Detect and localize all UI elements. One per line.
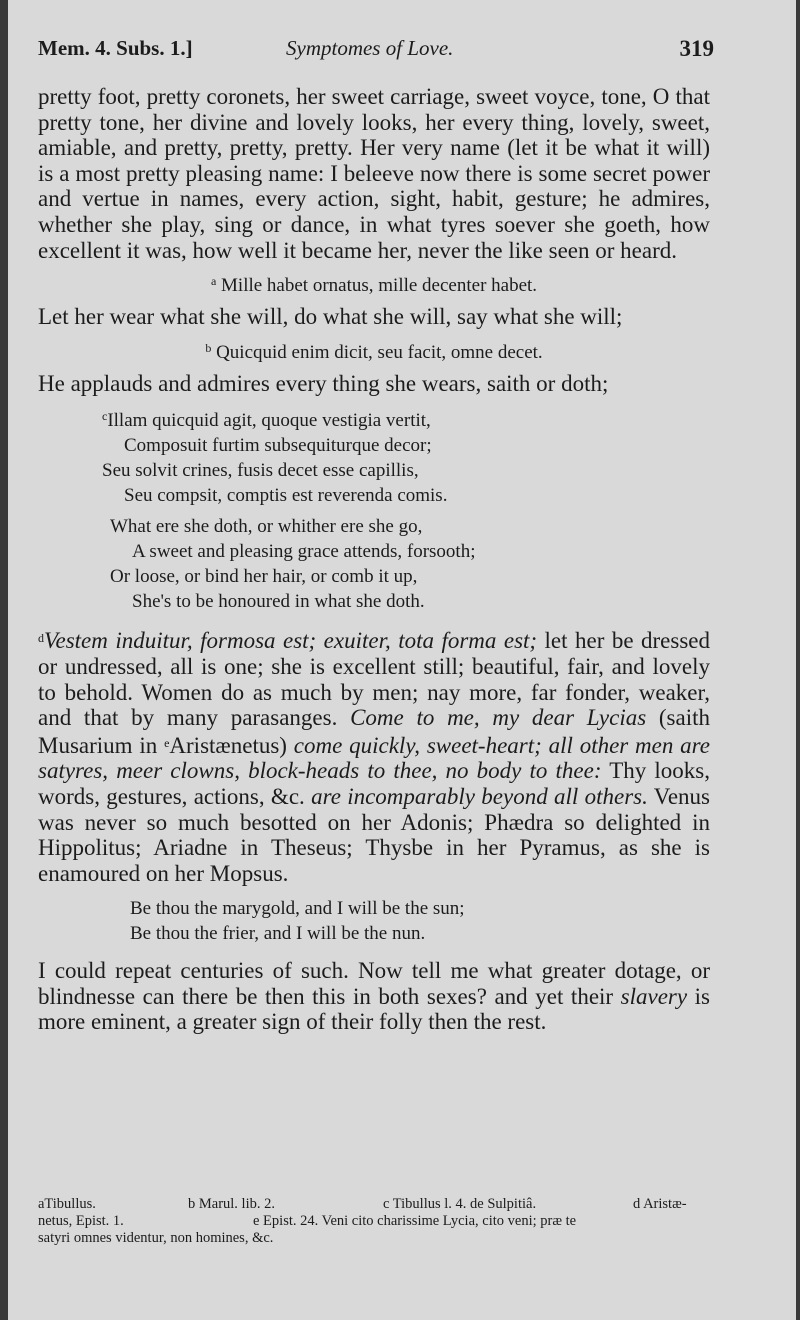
- quote-b: [38, 336, 710, 365]
- running-title: Symptomes of Love.: [286, 36, 454, 60]
- verse-line: She's to be honoured in what she doth.: [132, 591, 425, 613]
- footnotes: [38, 1196, 718, 1247]
- quote-a-text: Mille habet ornatus, mille decenter habet.: [221, 275, 538, 297]
- footnote-d-cont: netus, Epist. 1.: [38, 1213, 124, 1229]
- verse-line: Be thou the frier, and I will be the nun.: [130, 923, 426, 945]
- verse-line: Or loose, or bind her hair, or comb it up,: [110, 566, 418, 588]
- verse-line: What ere she doth, or whither ere she go,: [110, 516, 423, 538]
- paragraph-4: $^d$Vestem induitur, formosa est; exuiter, tota forma est; let her be dressed or undressed, all is one; she is excellent still; beautiful, fair, and lovely to behold. Women do as much by men; nay more, far fonder, weaker, and that by many parasanges. Come to me, my dear Lycias (saith Musarium in $^e$Aristænetus) come quickly, sweet-heart; all other men are satyres, meer clowns, block-heads to thee, no body to thee: Thy looks, words, gestures, actions, &c. are incomparably beyond all others. Venus was never so much besotted on her Adonis; Phædra so delighted in Hippolitus; Ariadne in Theseus; Thysbe in her Pyramus, as she is enamoured on her Mopsus.: [38, 628, 710, 886]
- footnote-mark-c: c: [102, 409, 108, 424]
- footnote-mark-b: b: [205, 340, 212, 355]
- verse-line: Seu compsit, comptis est reverenda comis.: [124, 485, 448, 507]
- running-header: [38, 30, 714, 70]
- verse-line: Composuit furtim subsequiturque decor;: [124, 435, 432, 457]
- page-number: 319: [679, 36, 714, 61]
- paragraph-3: He applauds and admires every thing she wears, saith or doth;: [38, 370, 609, 396]
- latin-verse: [102, 404, 710, 508]
- footnote-c: c Tibullus l. 4. de Sulpitiâ.: [383, 1196, 537, 1212]
- footnote-mark-d: d: [38, 631, 44, 646]
- paragraph-5: I could repeat centuries of such. Now tell me what greater dotage, or blindnesse can there be then this in both sexes? and yet their slavery is more eminent, a greater sign of their folly then the rest.: [38, 958, 710, 1035]
- verse-line: A sweet and pleasing grace attends, forsooth;: [132, 541, 476, 563]
- footnote-b: b Marul. lib. 2.: [188, 1196, 275, 1212]
- book-page: [8, 0, 796, 1320]
- quote-a: [38, 269, 710, 298]
- section-reference: Mem. 4. Subs. 1.]: [38, 36, 193, 60]
- footnote-mark-e: e: [164, 735, 170, 750]
- footnote-e: e Epist. 24. Veni cito charissime Lycia, cito veni; præ te: [253, 1213, 577, 1229]
- footnote-a: aTibullus.: [38, 1196, 96, 1212]
- footnote-mark-a: a: [210, 274, 217, 289]
- main-text: [38, 84, 710, 1035]
- footnote-d: d Aristæ-: [633, 1196, 687, 1212]
- paragraph-1: pretty foot, pretty coronets, her sweet carriage, sweet voyce, tone, O that pretty tone, her divine and lovely looks, her every thing, lovely, sweet, amiable, and pretty, pretty, pretty. Her very name (let it be what it will) is a most pretty pleasing name: I beleeve now there is some secret power and vertue in names, every action, sight, habit, gesture; he admires, whether she play, sing or dance, in what tyres soever she goeth, how excellent it was, how well it became her, never the like seen or heard.: [38, 84, 710, 263]
- verse-line: Seu solvit crines, fusis decet esse capillis,: [102, 460, 419, 482]
- english-verse: [110, 514, 710, 614]
- verse-line: $^c$Illam quicquid agit, quoque vestigia vertit,: [102, 409, 431, 432]
- paragraph-2: Let her wear what she will, do what she will, say what she will;: [38, 304, 623, 330]
- couplet: [130, 896, 710, 946]
- verse-line: Be thou the marygold, and I will be the sun;: [130, 898, 465, 920]
- footnote-e-cont: satyri omnes videntur, non homines, &c.: [38, 1230, 274, 1246]
- quote-b-text: Quicquid enim dicit, seu facit, omne decet.: [216, 341, 543, 363]
